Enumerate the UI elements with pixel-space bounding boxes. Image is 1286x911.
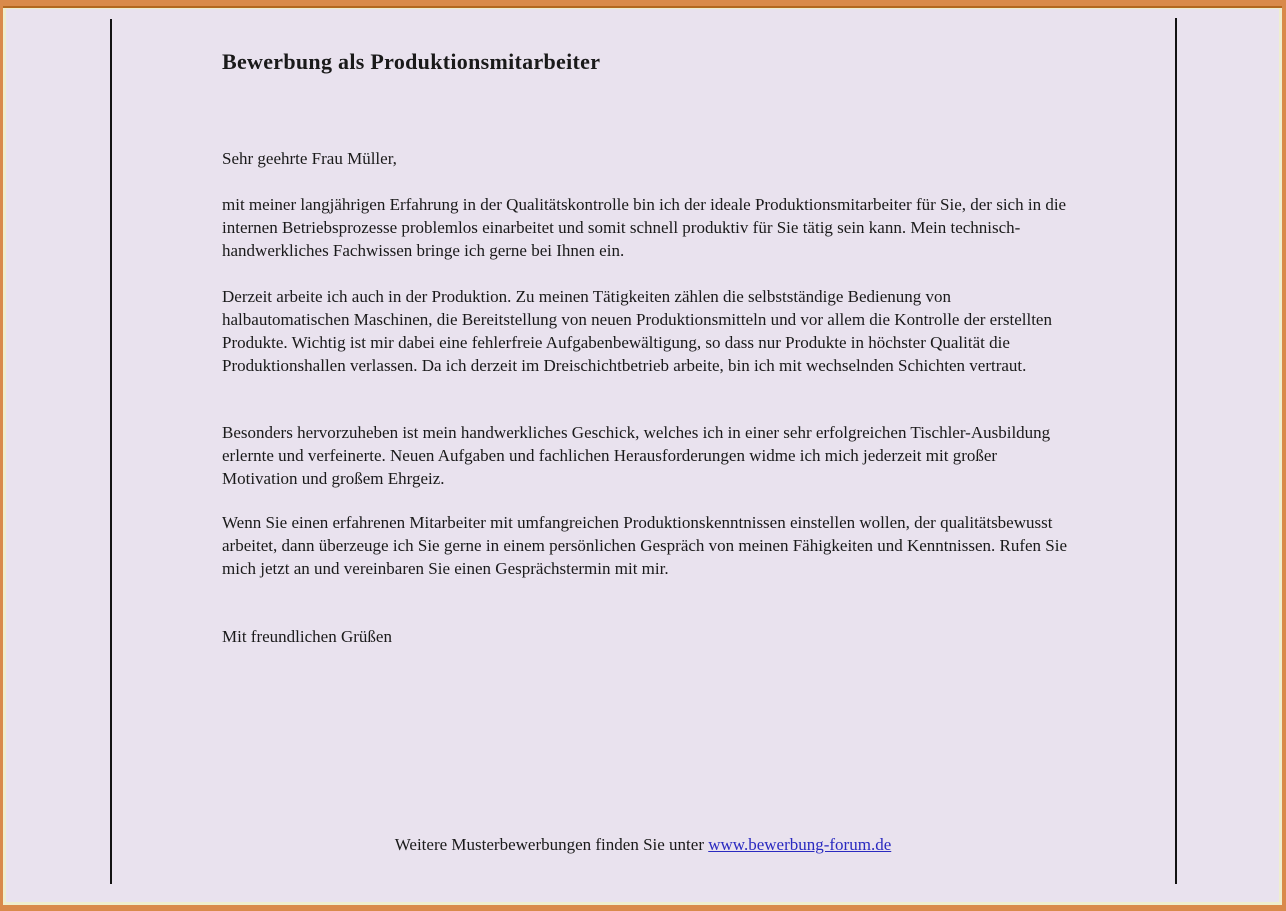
letter-paragraph-2: Derzeit arbeite ich auch in der Produktion. Zu meinen Tätigkeiten zählen die selbstständige Bedienung von halbautomatischen Maschinen, die Bereitstellung von neuen Produktionsmitteln und vor allem die Kontrolle der erstellten Produkte. Wichtig ist mir dabei eine fehlerfreie Aufgabenbewältigung, so dass nur Produkte in höchster Qualität die Produktionshallen verlassen. Da ich derzeit im Dreischichtbetrieb arbeite, bin ich mit wechselnden Schichten vertraut.	[222, 287, 1052, 375]
left-margin-rule	[110, 19, 112, 884]
letter-paragraph-4: Wenn Sie einen erfahrenen Mitarbeiter mit umfangreichen Produktionskenntnissen einstellen wollen, der qualitätsbewusst arbeitet, dann überzeuge ich Sie gerne in einem persönlichen Gespräch von meinen Fähigkeiten und Kenntnissen. Rufen Sie mich jetzt an und vereinbaren Sie einen Gesprächstermin mit mir.	[222, 513, 1068, 578]
letter-paragraph-3: Besonders hervorzuheben ist mein handwerkliches Geschick, welches ich in einer sehr erfolgreichen Tischler-Ausbildung erlernte und verfeinerte. Neuen Aufgaben und fachlichen Herausforderungen widme ich mich jederzeit mit großer Motivation und großem Ehrgeiz.	[222, 423, 1051, 488]
salutation: Sehr geehrte Frau Müller,	[222, 149, 397, 168]
letter-title: Bewerbung als Produktionsmitarbeiter	[222, 49, 601, 74]
letter-paragraph-1: mit meiner langjährigen Erfahrung in der Qualitätskontrolle bin ich der ideale Produktionsmitarbeiter für Sie, der sich in die internen Betriebsprozesse problemlos einarbeitet und somit schnell produktiv für Sie tätig sein kann. Mein technisch-handwerkliches Fachwissen bringe ich gerne bei Ihnen ein.	[222, 195, 1067, 260]
closing-salute: Mit freundlichen Grüßen	[222, 627, 392, 646]
bewerbung-forum-link[interactable]: www.bewerbung-forum.de	[708, 835, 892, 854]
footer-text: Weitere Musterbewerbungen finden Sie unter	[394, 835, 709, 854]
right-margin-rule	[1175, 18, 1177, 884]
footer-note	[0, 833, 1286, 856]
